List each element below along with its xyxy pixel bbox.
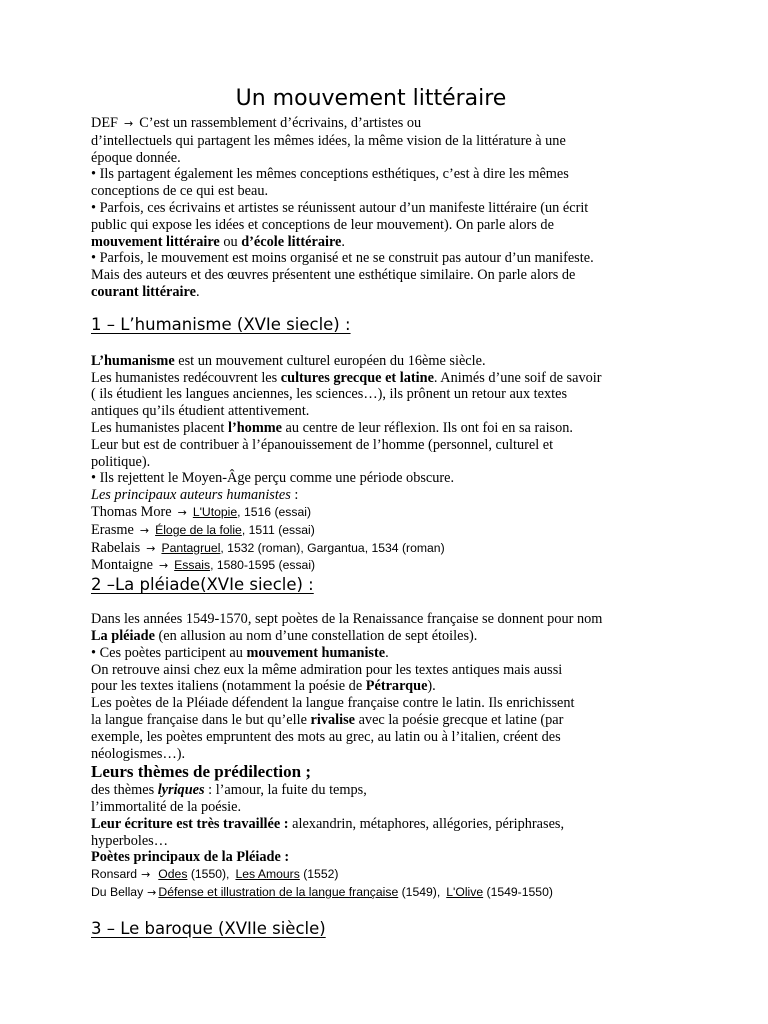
bullet-2-line-3	[91, 234, 651, 251]
text-period: .	[195, 283, 200, 300]
humanisme-intro	[91, 353, 651, 370]
arrow-icon: →	[146, 541, 156, 555]
section-heading-humanisme: 1 – L’humanisme (XVIe siecle) :	[91, 314, 351, 334]
work-detail: , 1580-1595 (essai)	[210, 558, 316, 573]
work-detail: (1552)	[299, 867, 339, 882]
term-la-pleiade: La pléiade	[91, 627, 155, 644]
author-row	[91, 540, 651, 558]
writing-line-1	[91, 816, 651, 833]
work-title: Éloge de la folie	[155, 522, 242, 537]
bullet-1-line-1: • Ils partagent également les mêmes conceptions esthétiques, c’est à dire les mêmes	[91, 166, 569, 183]
definition-text: C’est un rassemblement d’écrivains, d’artistes ou	[139, 115, 422, 131]
term-ecriture: Leur écriture est très travaillée :	[91, 815, 289, 832]
term-lyriques: lyriques	[157, 782, 205, 799]
work-title: L'Olive	[446, 885, 484, 900]
poet-row	[91, 884, 651, 902]
humanisme-p3-line-2: Leur but est de contribuer à l’épanouissement de l’homme (personnel, culturel et	[91, 436, 554, 453]
text: est un mouvement culturel européen du 16ème siècle.	[174, 352, 486, 369]
author-name: Thomas More	[91, 503, 172, 520]
poet-row	[91, 866, 651, 884]
work-detail: , 1516 (essai)	[237, 504, 312, 519]
term-ecole-litteraire: d’école littéraire	[241, 233, 342, 250]
definition-line-2: d’intellectuels qui partagent les mêmes idées, la même vision de la littérature à une	[91, 132, 566, 149]
pleiade-p1-line-2	[91, 628, 651, 645]
author-name: Montaigne	[91, 557, 153, 574]
humanisme-p3-line-1	[91, 420, 651, 437]
author-row	[91, 522, 651, 540]
author-row	[91, 557, 651, 575]
pleiade-p4-line-3: exemple, les poètes empruntent des mots au grec, au latin ou à l’italien, créent des	[91, 728, 561, 745]
humanisme-p2-line-2: ( ils étudient les langues anciennes, les sciences…), ils prônent un retour aux textes	[91, 386, 568, 403]
themes-line-1	[91, 782, 651, 799]
poets-label: Poètes principaux de la Pléiade :	[91, 849, 290, 866]
bullet-2-line-2: public qui expose les idées et conceptions de leur mouvement). On parle alors de	[91, 216, 554, 233]
author-name: Rabelais	[91, 539, 141, 556]
def-label: DEF	[91, 115, 119, 131]
page-title: Un mouvement littéraire	[235, 86, 507, 111]
work-title: Les Amours	[235, 867, 300, 882]
bullet-1-line-2: conceptions de ce qui est beau.	[91, 183, 269, 200]
pleiade-p4-line-4: néologismes…).	[91, 745, 186, 762]
authors-label	[91, 487, 651, 504]
themes-line-2: l’immortalité de la poésie.	[91, 799, 242, 816]
text: pour les textes italiens (notamment la poésie de	[91, 678, 366, 695]
text: • Ces poètes participent au	[91, 644, 247, 661]
text-or: ou	[219, 233, 242, 250]
work-detail: , 1511 (essai)	[241, 522, 315, 537]
text: au centre de leur réflexion. Ils ont foi en sa raison.	[281, 419, 573, 436]
humanisme-p2-line-1	[91, 370, 651, 387]
poet-name: Ronsard	[91, 867, 138, 882]
arrow-icon: →	[147, 886, 157, 900]
humanisme-p4: • Ils rejettent le Moyen-Âge perçu comme une période obscure.	[91, 470, 455, 487]
humanisme-p2-line-3: antiques qu’ils étudient attentivement.	[91, 403, 310, 420]
section-heading-baroque: 3 – Le baroque (XVIIe siècle)	[91, 918, 326, 938]
work-detail: (1549),	[398, 885, 441, 900]
bullet-3-line-1: • Parfois, le mouvement est moins organisé et ne se construit pas autour d’un manifeste.	[91, 250, 594, 267]
term-homme: l’homme	[227, 419, 282, 436]
text: .	[385, 644, 389, 661]
pleiade-p1-line-1: Dans les années 1549-1570, sept poètes de la Renaissance française se donnent pour nom	[91, 611, 603, 628]
text: : l’amour, la fuite du temps,	[204, 782, 367, 799]
text: avec la poésie grecque et latine (par	[355, 711, 564, 728]
text: la langue française dans le but qu’elle	[91, 711, 311, 728]
arrow-icon: →	[158, 559, 169, 573]
term-humanisme: L’humanisme	[91, 352, 175, 369]
pleiade-p2	[91, 645, 651, 662]
bullet-2-line-1: • Parfois, ces écrivains et artistes se réunissent autour d’un manifeste littéraire (un écrit	[91, 199, 589, 216]
pleiade-p4-line-2	[91, 712, 651, 729]
text: Les principaux auteurs humanistes	[91, 487, 291, 504]
text: :	[290, 487, 299, 504]
term-cultures: cultures grecque et latine	[280, 369, 434, 386]
text: (en allusion au nom d’une constellation de sept étoiles).	[154, 627, 478, 644]
work-detail: (1549-1550)	[483, 885, 553, 900]
work-detail: , 1532 (roman), Gargantua, 1534 (roman)	[220, 540, 445, 555]
text: Les humanistes redécouvrent les	[91, 369, 281, 386]
work-title: Pantagruel	[161, 540, 221, 555]
text: des thèmes	[91, 782, 158, 799]
term-courant-litteraire: courant littéraire	[91, 283, 196, 300]
text: alexandrin, métaphores, allégories, périphrases,	[288, 815, 565, 832]
arrow-icon: →	[141, 868, 151, 882]
term-mouvement-litteraire: mouvement littéraire	[91, 233, 220, 250]
author-row	[91, 504, 651, 522]
poet-name: Du Bellay	[91, 885, 144, 900]
section-heading-pleiade: 2 –La pléiade(XVIe siecle) :	[91, 575, 314, 595]
document-page	[91, 86, 651, 939]
work-title: Odes	[158, 867, 188, 882]
humanisme-p3-line-3: politique).	[91, 453, 151, 470]
term-mouvement-humaniste: mouvement humaniste	[246, 644, 386, 661]
arrow-icon: →	[139, 523, 150, 537]
themes-heading: Leurs thèmes de prédilection ;	[91, 762, 312, 782]
text: ).	[427, 678, 436, 695]
text-period: .	[341, 233, 345, 250]
bullet-3-line-2: Mais des auteurs et des œuvres présentent une esthétique similaire. On parle alors de	[91, 267, 576, 284]
arrow-icon: →	[177, 505, 187, 519]
author-name: Erasme	[91, 521, 134, 538]
writing-line-2: hyperboles…	[91, 832, 169, 849]
definition-line-1	[91, 115, 651, 133]
text: Les humanistes placent	[91, 419, 228, 436]
pleiade-p4-line-1: Les poètes de la Pléiade défendent la langue française contre le latin. Ils enrichissent	[91, 695, 575, 712]
work-detail: (1550),	[187, 867, 230, 882]
work-title: Défense et illustration de la langue française	[158, 885, 399, 900]
work-title: Essais	[174, 558, 211, 573]
pleiade-p3-line-1: On retrouve ainsi chez eux la même admiration pour les textes antiques mais aussi	[91, 661, 563, 678]
arrow-icon: →	[124, 117, 134, 130]
pleiade-p3-line-2	[91, 678, 651, 695]
term-petrarque: Pétrarque	[365, 678, 428, 695]
work-title: L'Utopie	[192, 504, 238, 519]
definition-line-3: époque donnée.	[91, 149, 181, 166]
text: . Animés d’une soif de savoir	[433, 369, 602, 386]
bullet-3-line-3	[91, 284, 651, 301]
term-rivalise: rivalise	[310, 711, 355, 728]
